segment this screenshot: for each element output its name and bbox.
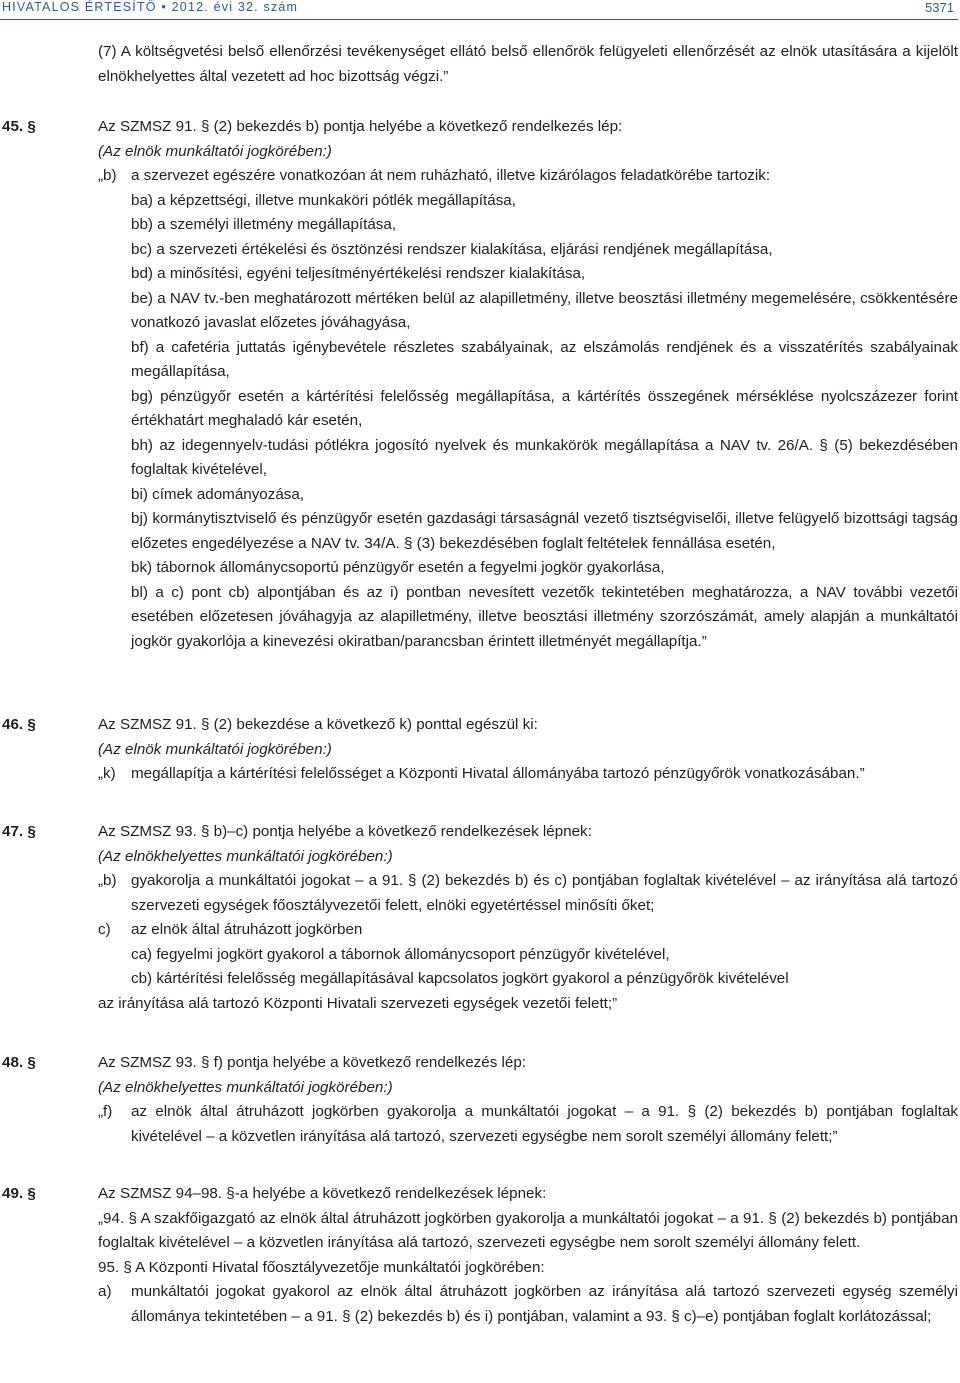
subpoint-bh: bh) az idegennyelv-tudási pótlékra jogosító nyelvek és munkakörök megállapítása a NAV tv. 26/A. § (5) bekezdésében foglaltak kivételével, [131, 436, 958, 478]
subpoint-ba: ba) a képzettségi, illetve munkaköri pótlék megállapítása, [131, 191, 516, 209]
section-number: 46. § [2, 716, 36, 733]
section-heading: Az SZMSZ 91. § (2) bekezdés b) pontja helyébe a következő rendelkezés lép: [98, 118, 623, 135]
closing-text: az irányítása alá tartozó Központi Hivatali szervezeti egységek vezetői felett;” [98, 994, 618, 1012]
point-text: az elnök által átruházott jogkörben gyakorolja a munkáltatói jogokat – a 91. § (2) bekezdés b) pontjában foglaltak kivételével – a közvetlen irányítása alá tartozó, szervezeti egységbe nem sorolt személyi állomány felett;” [131, 1103, 958, 1145]
subpoint-bb: bb) a személyi illetmény megállapítása, [131, 216, 397, 233]
subpoint-bl: bl) a c) pont cb) alpontjában és az i) pontban nevesített vezetők tekintetében meghatározza, a NAV további vezetői esetében előzetesen jóváhagyja az alapilletmény, illetve beosztási illetmény szorzószámát, amely alapján a munkáltatói jogkör gyakorlója a kinevezési okiratban/parancsban érintett illetményét megállapítja.” [131, 583, 958, 650]
subpoint-bj: bj) kormánytisztviselő és pénzügyőr esetén gazdasági társaságnál vezető tisztségviselői, illetve felügyelő bizottsági tagság előzetes engedélyezése a NAV tv. 34/A. § (3) bekezdésében foglalt feltételek fennállása esetén, [131, 510, 958, 552]
page-header [0, 0, 958, 22]
section-heading: Az SZMSZ 93. § b)–c) pontja helyébe a következő rendelkezések lépnek: [98, 823, 592, 840]
point-label: a) [98, 1283, 112, 1300]
subpoint-be: be) a NAV tv.-ben meghatározott mértéken belül az alapilletmény, illetve beosztási illetmény megemelésére, csökkentésére vonatkozó javaslat előzetes jóváhagyása, [131, 289, 958, 331]
point-text: a szervezet egészére vonatkozóan át nem ruházható, illetve kizárólagos feladatkörébe tartozik: [131, 167, 771, 184]
point-label: „f) [98, 1103, 113, 1120]
point-k [98, 762, 958, 787]
section-body [98, 1182, 958, 1329]
point-a [98, 1280, 958, 1329]
section-heading: Az SZMSZ 94–98. §-a helyébe a következő rendelkezések lépnek: [98, 1185, 547, 1202]
section-number: 49. § [2, 1185, 36, 1202]
subpoint-bc: bc) a szervezeti értékelési és ösztönzési rendszer kialakítása, eljárási rendjének megállapítása, [131, 240, 773, 258]
subpoint-cb: cb) kártérítési felelősség megállapításával kapcsolatos jogkört gyakorol a pénzügyőrök kivételével [131, 970, 789, 987]
context-note: (Az elnök munkáltatói jogkörében:) [98, 740, 332, 758]
paragraph-95: 95. § A Központi Hivatal főosztályvezetője munkáltatói jogkörében: [98, 1258, 545, 1276]
header-rule [0, 19, 958, 20]
paragraph-94: „94. § A szakfőigazgató az elnök által átruházott jogkörben gyakorolja a munkáltatói jogokat – a 91. § (2) bekezdés b) pontjában foglaltak kivételével – a közvetlen irányítása alá tartozó, szervezeti egységbe nem sorolt személyi állomány felett. [98, 1209, 958, 1251]
section-heading: Az SZMSZ 91. § (2) bekezdése a következő k) ponttal egészül ki: [98, 716, 538, 733]
point-label: c) [98, 921, 111, 938]
journal-title: HIVATALOS ÉRTESÍTŐ • 2012. évi 32. szám [2, 0, 299, 14]
section-body [98, 1051, 958, 1149]
point-text: az elnök által átruházott jogkörben [131, 921, 363, 938]
context-note: (Az elnökhelyettes munkáltatói jogkörében:) [98, 847, 393, 865]
subpoint-bd: bd) a minősítési, egyéni teljesítményértékelési rendszer kialakítása, [131, 265, 586, 282]
section-body [98, 820, 958, 1016]
point-text: gyakorolja a munkáltatói jogokat – a 91. § (2) bekezdés b) és c) pontjában foglaltak kivételével – az irányítása alá tartozó szervezeti egységek főosztályvezetői felett, elnöki egyetértéssel minősíti őket; [131, 872, 958, 914]
section-body [98, 713, 958, 787]
subpoint-bk: bk) tábornok állománycsoportú pénzügyőr esetén a fegyelmi jogkör gyakorlása, [131, 559, 665, 576]
subpoint-bg: bg) pénzügyőr esetén a kártérítési felelősség megállapítása, a kártérítés összegének mérséklése nyolcszázezer forint értékhatárt meghaladó kár esetén, [131, 387, 958, 429]
page-number: 5371 [925, 0, 954, 15]
point-f [98, 1100, 958, 1149]
point-label: „b) [98, 167, 117, 184]
section-number: 48. § [2, 1054, 36, 1071]
section-number: 45. § [2, 118, 36, 135]
subpoint-ca: ca) fegyelmi jogkört gyakorol a tábornok állománycsoport pénzügyőr kivételével, [131, 945, 670, 963]
section-body [98, 115, 958, 654]
section-number: 47. § [2, 823, 36, 840]
section-heading: Az SZMSZ 93. § f) pontja helyébe a következő rendelkezés lép: [98, 1054, 527, 1071]
point-c [98, 918, 958, 943]
point-b [98, 869, 958, 918]
context-note: (Az elnökhelyettes munkáltatói jogkörében:) [98, 1078, 393, 1096]
context-note: (Az elnök munkáltatói jogkörében:) [98, 142, 332, 160]
intro-paragraph: (7) A költségvetési belső ellenőrzési tevékenységet ellátó belső ellenőrök felügyeleti ellenőrzését az elnök utasítására a kijelölt elnökhelyettes által vezetett ad hoc bizottság végzi.” [98, 43, 958, 85]
point-label: „b) [98, 872, 117, 889]
subpoint-bf: bf) a cafetéria juttatás igénybevétele részletes szabályainak, az elszámolás rendjének és a visszatérítés szabályainak megállapítása, [131, 338, 958, 380]
point-text: megállapítja a kártérítési felelősséget a Központi Hivatal állományába tartozó pénzügyőrök vonatkozásában.” [131, 765, 865, 782]
point-label: „k) [98, 765, 116, 782]
point-text: munkáltatói jogokat gyakorol az elnök által átruházott jogkörben az irányítása alá tartozó szervezeti egység személyi állománya tekintetében – a 91. § (2) bekezdés b) és i) pontjában, valamint a 93. § c)–e) pontjában foglalt korlátozással; [131, 1283, 958, 1325]
point-b [98, 164, 958, 189]
subpoint-bi: bi) címek adományozása, [131, 485, 305, 503]
